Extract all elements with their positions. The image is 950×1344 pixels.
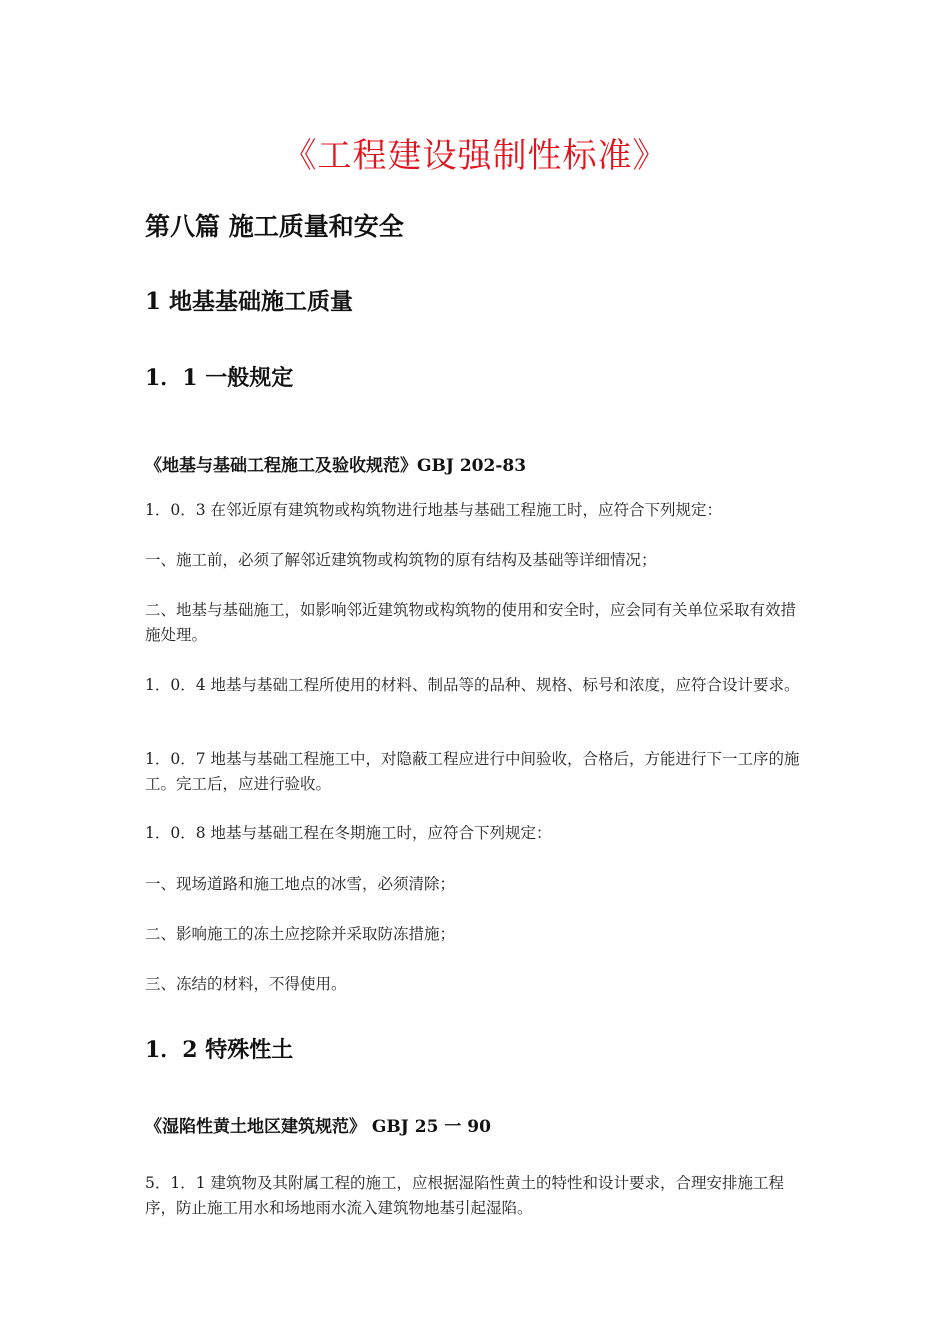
clause-item: 一、现场道路和施工地点的冰雪，必须清除； <box>145 875 456 893</box>
clause-item: 三、冻结的材料，不得使用。 <box>145 975 347 993</box>
clause-paragraph: 1．0．3 在邻近原有建筑物或构筑物进行地基与基础工程施工时，应符合下列规定： <box>145 501 723 519</box>
clause-item: 二、地基与基础施工，如影响邻近建筑物或构筑物的使用和安全时，应会同有关单位采取有效措施处理。 <box>145 601 797 644</box>
clause-item: 一、施工前，必须了解邻近建筑物或构筑物的原有结构及基础等详细情况； <box>145 551 657 569</box>
clause-paragraph: 1．0．7 地基与基础工程施工中，对隐蔽工程应进行中间验收，合格后，方能进行下一工序的施工。完工后，应进行验收。 <box>145 750 800 793</box>
clause-item: 二、影响施工的冻土应挖除并采取防冻措施； <box>145 925 456 943</box>
section-heading: 1．2 特殊性土 <box>145 1037 294 1063</box>
standard-title: 《湿陷性黄土地区建筑规范》 GBJ 25 一 90 <box>145 1117 491 1137</box>
chapter-heading: 1 地基基础施工质量 <box>145 288 354 315</box>
document-title: 《工程建设强制性标准》 <box>282 136 668 176</box>
section-heading: 1．1 一般规定 <box>145 365 294 391</box>
clause-paragraph: 1．0．8 地基与基础工程在冬期施工时，应符合下列规定： <box>145 824 552 842</box>
standard-title: 《地基与基础工程施工及验收规范》GBJ 202-83 <box>145 456 527 476</box>
clause-paragraph: 5．1．1 建筑物及其附属工程的施工，应根据湿陷性黄土的特性和设计要求，合理安排施工程序，防止施工用水和场地雨水流入建筑物地基引起湿陷。 <box>145 1174 785 1217</box>
clause-paragraph: 1．0．4 地基与基础工程所使用的材料、制品等的品种、规格、标号和浓度，应符合设计要求。 <box>145 676 800 694</box>
part-heading: 第八篇 施工质量和安全 <box>145 212 404 241</box>
